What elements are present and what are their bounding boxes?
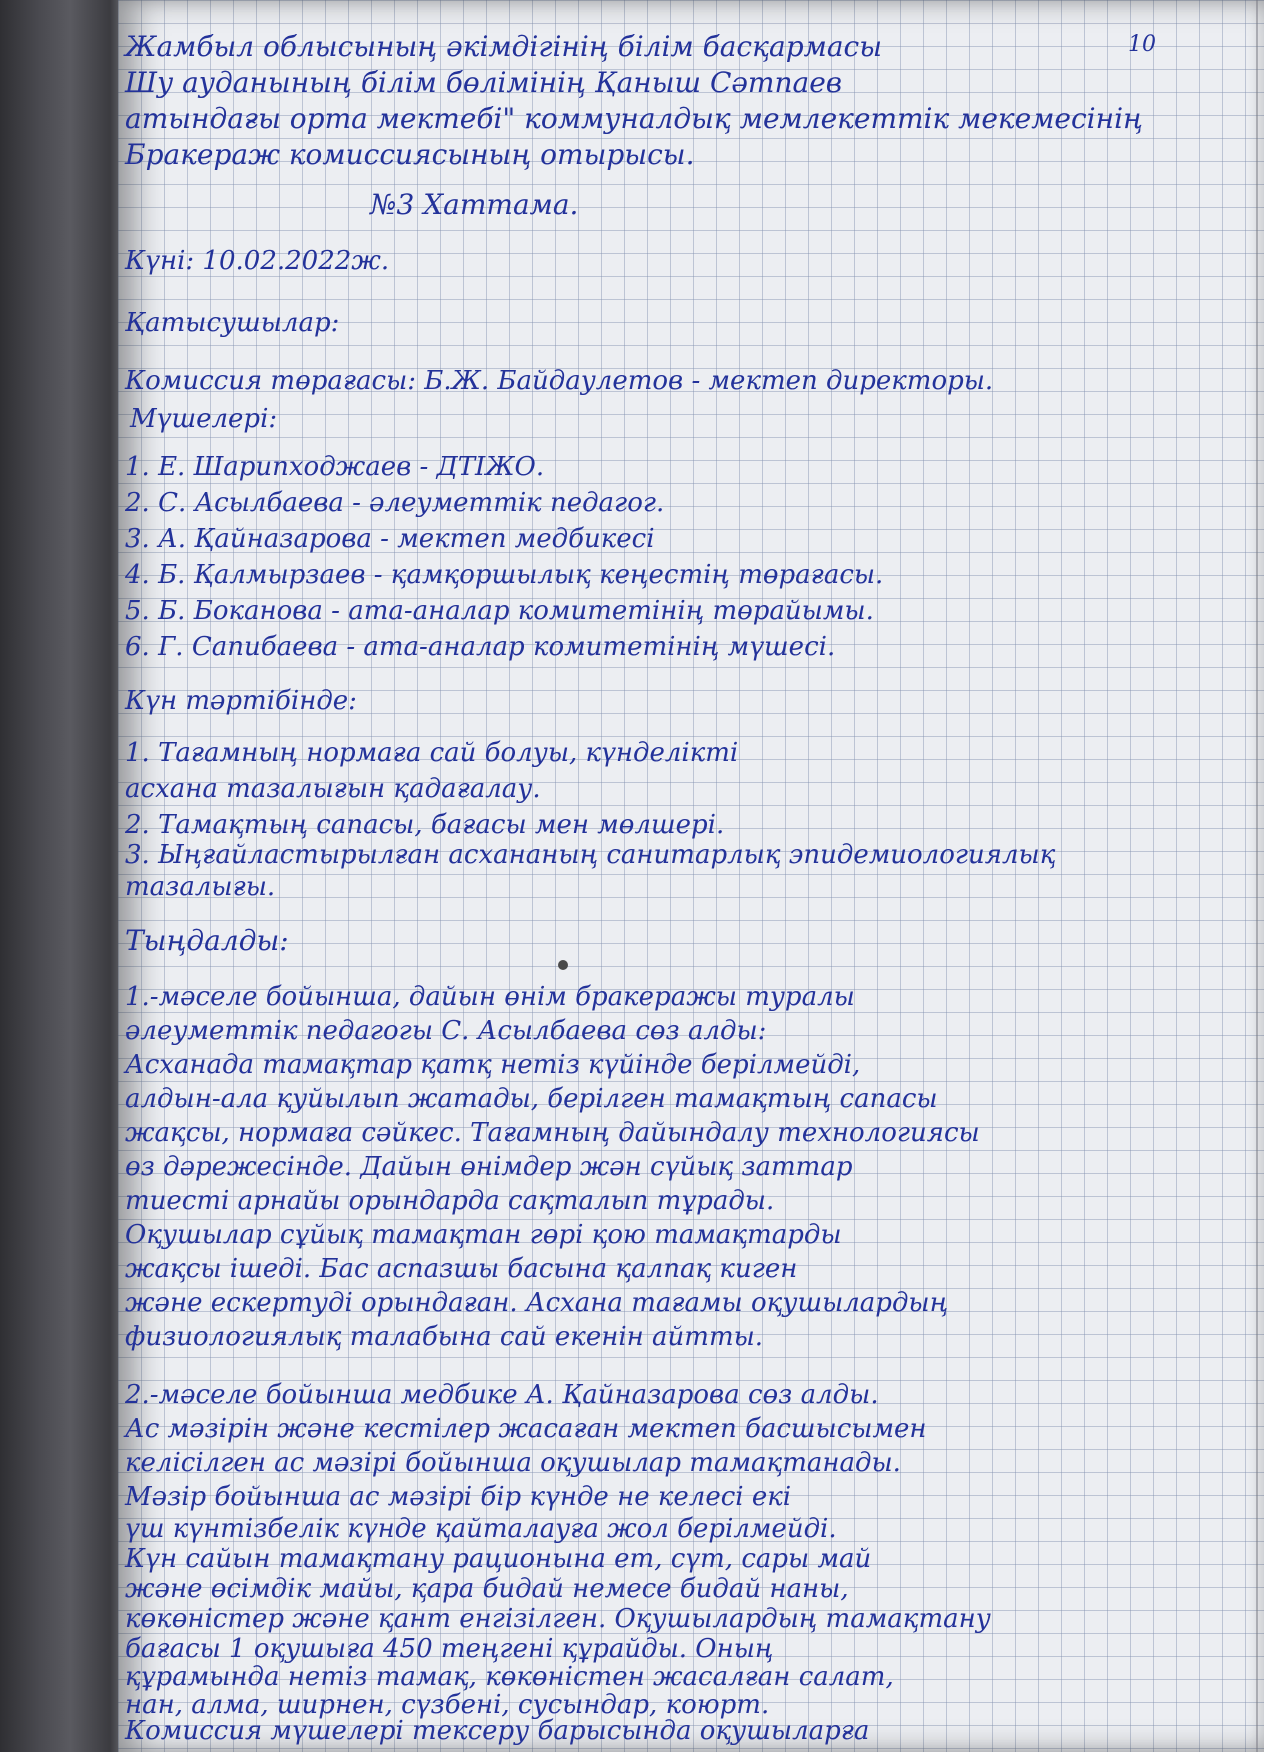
paragraph-line: және ескертуді орындаған. Асхана тағамы оқушылардың xyxy=(125,1288,949,1318)
chair-line: Комиссия төрағасы: Б.Ж. Байдаулетов - мектеп директоры. xyxy=(125,366,994,396)
member-item: 4. Б. Қалмырзаев - қамқоршылық кеңестің төрағасы. xyxy=(125,560,884,590)
header-line: Жамбыл облысының әкімдігінің білім басқармасы xyxy=(125,30,883,63)
paragraph-line: құрамында нетіз тамақ, көкөністен жасалған салат, xyxy=(125,1662,894,1692)
paragraph-line: Комиссия мүшелері тексеру барысында оқушыларға xyxy=(125,1716,870,1746)
agenda-item: 1. Тағамның нормаға сай болуы, күнделікті xyxy=(125,738,739,768)
date-line: Күні: 10.02.2022ж. xyxy=(125,246,390,276)
member-item: 2. С. Асылбаева - әлеуметтік педагог. xyxy=(125,488,665,518)
agenda-item: 2. Тамақтың сапасы, бағасы мен мөлшері. xyxy=(125,810,725,840)
agenda-item: тазалығы. xyxy=(125,872,276,902)
paragraph-line: Күн сайын тамақтану рационына ет, сүт, сары май xyxy=(125,1544,872,1574)
paragraph-line: Ас мәзірін және кестілер жасаған мектеп басшысымен xyxy=(125,1414,927,1444)
paragraph-line: бағасы 1 оқушыға 450 теңгені құрайды. Оның xyxy=(125,1634,774,1664)
paragraph-line: Мәзір бойынша ас мәзірі бір күнде не келесі екі xyxy=(125,1482,792,1512)
paragraph-line: алдын-ала қуйылып жатады, берілген тамақтың сапасы xyxy=(125,1084,938,1114)
document-title: №3 Хаттама. xyxy=(370,188,579,221)
heard-heading: Тыңдалды: xyxy=(125,924,289,957)
paragraph-line: 2.-мәселе бойынша медбике А. Қайназарова сөз алды. xyxy=(125,1380,879,1410)
paragraph-line: және өсімдік майы, қара бидай немесе бидай наны, xyxy=(125,1574,849,1604)
paragraph-line: жақсы ішеді. Бас аспазшы басына қалпақ киген xyxy=(125,1254,798,1284)
paragraph-line: Оқушылар сұйық тамақтан гөрі қою тамақтарды xyxy=(125,1220,842,1250)
page-edge xyxy=(1256,0,1258,1752)
member-item: 6. Г. Сапибаева - ата-аналар комитетінің мүшесі. xyxy=(125,632,836,662)
agenda-item: 3. Ыңғайластырылған асхананың санитарлық эпидемиологиялық xyxy=(125,840,1056,870)
paragraph-line: үш күнтізбелік күнде қайталауға жол берілмейді. xyxy=(125,1514,837,1544)
paragraph-line: келісілген ас мәзірі бойынша оқушылар тамақтанады. xyxy=(125,1448,901,1478)
member-item: 5. Б. Боканова - ата-аналар комитетінің төрайымы. xyxy=(125,596,874,626)
paragraph-line: жақсы, нормаға сәйкес. Тағамның дайындалу технологиясы xyxy=(125,1118,980,1148)
agenda-heading: Күн тәртібінде: xyxy=(125,686,357,716)
paragraph-line: әлеуметтік педагогы С. Асылбаева сөз алды: xyxy=(125,1016,767,1046)
member-item: 1. Е. Шарипходжаев - ДТІЖО. xyxy=(125,452,545,482)
agenda-item: асхана тазалығын қадағалау. xyxy=(125,774,541,804)
header-line: Шу ауданының білім бөлімінің Қаныш Сәтпаев xyxy=(125,66,843,99)
ink-blot xyxy=(558,960,568,970)
page-number: 10 xyxy=(1128,32,1156,57)
header-line: Бракераж комиссиясының отырысы. xyxy=(125,138,695,171)
paragraph-line: өз дәрежесінде. Дайын өнімдер жән сүйық заттар xyxy=(125,1152,853,1182)
attendees-heading: Қатысушылар: xyxy=(125,308,340,338)
paragraph-line: көкөністер және қант енгізілген. Оқушылардың тамақтану xyxy=(125,1604,991,1634)
paragraph-line: физиологиялық талабына сай екенін айтты. xyxy=(125,1322,764,1352)
paragraph-line: тиесті арнайы орындарда сақталып тұрады. xyxy=(125,1186,775,1216)
member-item: 3. А. Қайназарова - мектеп медбикесі xyxy=(125,524,655,554)
header-line: атындағы орта мектебі" коммуналдық мемлекеттік мекемесінің xyxy=(125,102,1143,135)
paragraph-line: 1.-мәселе бойынша, дайын өнім бракеражы туралы xyxy=(125,982,855,1012)
members-heading: Мүшелері: xyxy=(130,404,278,434)
paragraph-line: нан, алма, ширнен, сүзбені, сусындар, коюрт. xyxy=(125,1690,770,1720)
paragraph-line: Асханада тамақтар қатқ нетіз күйінде берілмейді, xyxy=(125,1050,861,1080)
